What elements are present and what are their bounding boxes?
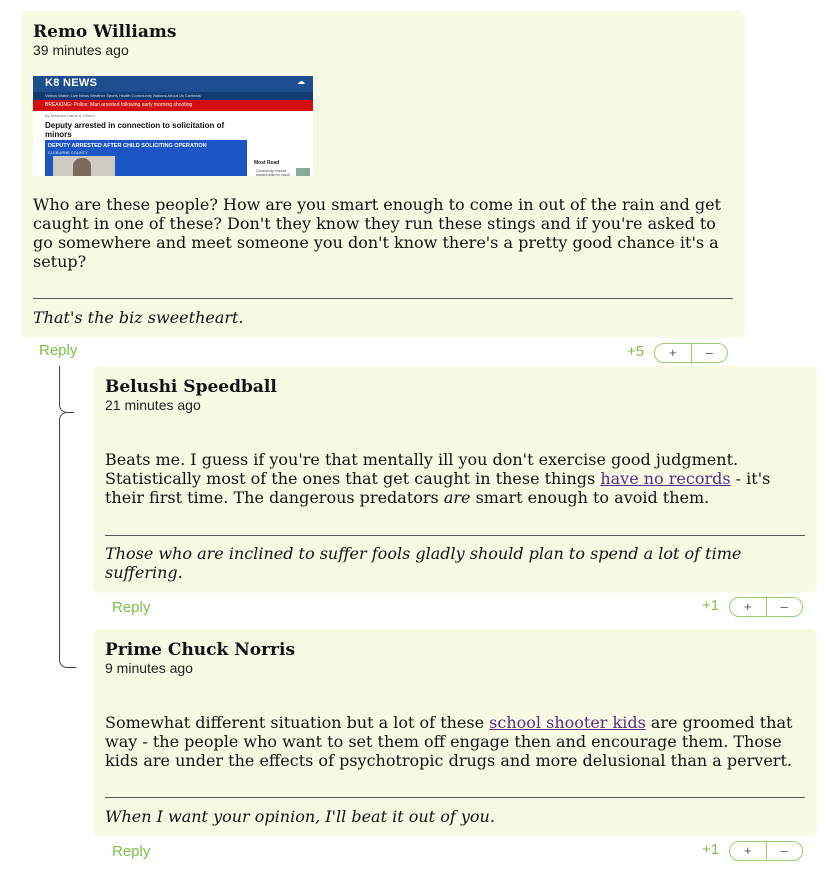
text-segment: Statistically most of the ones that get caught in these things: [105, 469, 601, 488]
vote-score: +5: [627, 343, 645, 360]
comment-body: [105, 713, 805, 770]
downvote-button[interactable]: –: [691, 344, 728, 362]
text-segment: - it's: [730, 469, 771, 488]
comment-body-line: way - the people who want to set them off engage then and encourage them. Those: [105, 732, 782, 751]
comment-body: [33, 195, 733, 271]
news-video-subcaption: CLEBURNE COUNTY: [48, 150, 88, 155]
vote-buttons: [654, 343, 728, 363]
news-nav: Videos Watch Live News Weather Sports Health Community Nations About Us Contests: [33, 92, 313, 100]
attached-news-screenshot[interactable]: [33, 76, 313, 176]
news-video-caption: DEPUTY ARRESTED AFTER CHILD SOLICITING OPERATION: [48, 143, 207, 149]
comment-body-line: caught in one of these? Don't they know they run these stings and if you're asked to: [33, 214, 716, 233]
comment-body-line: [105, 488, 805, 507]
news-photo-face: [73, 158, 91, 176]
comment-timestamp: 9 minutes ago: [105, 660, 193, 676]
comment-signature: That's the biz sweetheart.: [33, 308, 244, 327]
comment-body: [105, 450, 805, 507]
reply-button[interactable]: Reply: [112, 599, 151, 616]
upvote-button[interactable]: +: [743, 843, 752, 858]
downvote-button[interactable]: –: [766, 598, 803, 616]
comment-author[interactable]: Remo Williams: [33, 22, 177, 42]
emphasis-text: are: [443, 488, 471, 507]
news-byline: By Meadow Harris & Others: [45, 113, 95, 118]
comment-author[interactable]: Prime Chuck Norris: [105, 640, 296, 660]
comment-signature: When I want your opinion, I'll beat it out of you.: [105, 807, 495, 826]
comment-author[interactable]: Belushi Speedball: [105, 377, 277, 397]
link-school-shooter-kids[interactable]: school shooter kids: [489, 713, 646, 732]
text-segment: Somewhat different situation but a lot of these: [105, 713, 490, 732]
most-read-thumbnail: [296, 168, 310, 176]
breaking-banner: BREAKING: Police: Man arrested following early morning shooting: [33, 100, 313, 111]
comment-timestamp: 39 minutes ago: [33, 42, 129, 58]
most-read-item: Community mourns student killed in crash: [256, 169, 290, 176]
comment-body-line: [105, 469, 805, 488]
comment-signature: [105, 544, 805, 582]
signature-divider: [105, 797, 805, 798]
text-segment: smart enough to avoid them.: [470, 488, 710, 507]
upvote-button[interactable]: +: [743, 599, 752, 614]
comment-body-line: Beats me. I guess if you're that mentally ill you don't exercise good judgment.: [105, 450, 739, 469]
signature-divider: [33, 298, 733, 299]
weather-icon: ☁: [297, 77, 305, 86]
thread-connector-1: [59, 366, 74, 413]
news-headline: Deputy arrested in connection to solicitation of minors: [45, 121, 225, 139]
downvote-button[interactable]: –: [766, 842, 803, 860]
upvote-button[interactable]: +: [668, 345, 677, 360]
thread-connector-2: [59, 640, 76, 668]
comment-body-line: [105, 713, 805, 732]
signature-divider: [105, 535, 805, 536]
signature-line: suffering.: [105, 563, 183, 582]
comment-body-line: Who are these people? How are you smart enough to come in out of the rain and get: [33, 195, 721, 214]
thread-line: [59, 412, 74, 657]
vote-score: +1: [702, 597, 720, 614]
signature-line: Those who are inclined to suffer fools gladly should plan to spend a lot of time: [105, 544, 742, 563]
comment-body-line: setup?: [33, 252, 87, 271]
vote-buttons: [729, 841, 803, 861]
reply-button[interactable]: Reply: [39, 342, 78, 359]
link-have-no-records[interactable]: have no records: [600, 469, 731, 488]
news-logo: K8 NEWS: [45, 77, 98, 89]
comment-timestamp: 21 minutes ago: [105, 397, 201, 413]
text-segment: are groomed that: [645, 713, 793, 732]
reply-button[interactable]: Reply: [112, 843, 151, 860]
vote-score: +1: [702, 841, 720, 858]
vote-buttons: [729, 597, 803, 617]
most-read-heading: Most Read: [254, 160, 280, 166]
comment-body-line: kids are under the effects of psychotropic drugs and more delusional than a pervert.: [105, 751, 792, 770]
text-segment: their first time. The dangerous predators: [105, 488, 444, 507]
comment-body-line: go somewhere and meet someone you don't know there's a pretty good chance it's a: [33, 233, 719, 252]
